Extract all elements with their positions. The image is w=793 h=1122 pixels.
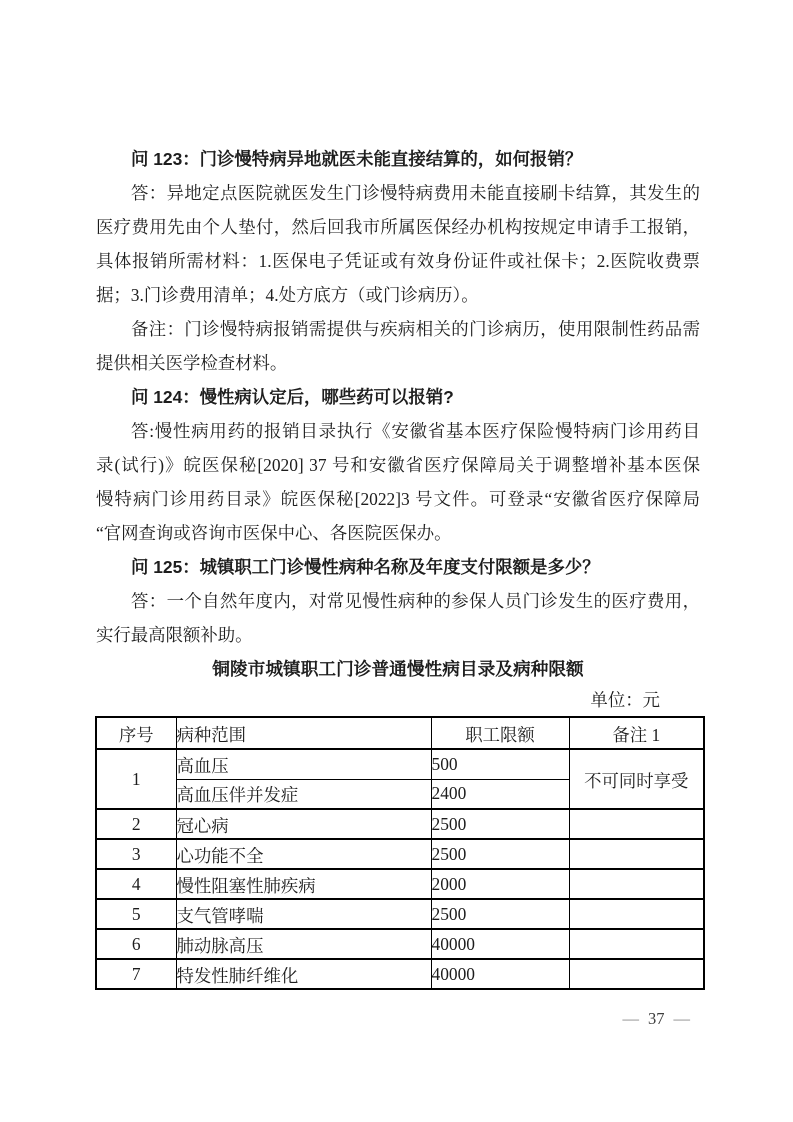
- cell-seq: 7: [96, 959, 176, 989]
- paragraph-line: 录(试行)》皖医保秘[2020] 37 号和安徽省医疗保障局关于调整增补基本医保: [96, 455, 700, 475]
- cell-note: [569, 899, 704, 929]
- document-content: [96, 142, 700, 990]
- cell-disease: 高血压伴并发症: [176, 779, 431, 809]
- question-heading: 问 123：门诊慢特病异地就医未能直接结算的，如何报销？: [131, 149, 583, 169]
- table-row: [96, 899, 704, 929]
- cell-limit: 2400: [431, 779, 569, 809]
- paragraph-line: 据；3.门诊费用清单；4.处方底方（或门诊病历）。: [96, 285, 479, 305]
- cell-disease: 心功能不全: [176, 839, 431, 869]
- cell-limit: 2500: [431, 899, 569, 929]
- cell-disease: 肺动脉高压: [176, 929, 431, 959]
- cell-note: [569, 809, 704, 839]
- cell-note: [569, 839, 704, 869]
- paragraph-line: “官网查询或咨询市医保中心、各医院医保办。: [96, 523, 452, 543]
- table-row: [96, 809, 704, 839]
- column-header: 序号: [96, 717, 176, 749]
- cell-limit: 2000: [431, 869, 569, 899]
- table-row: [96, 959, 704, 989]
- cell-seq: 2: [96, 809, 176, 839]
- unit-note: 单位：元: [590, 690, 660, 710]
- cell-disease: 支气管哮喘: [176, 899, 431, 929]
- cell-note: [569, 929, 704, 959]
- cell-seq: 4: [96, 869, 176, 899]
- paragraph-line: 提供相关医学检查材料。: [96, 353, 288, 373]
- cell-disease: 冠心病: [176, 809, 431, 839]
- cell-seq: 1: [96, 749, 176, 809]
- column-header: 备注 1: [569, 717, 704, 749]
- column-header: 职工限额: [431, 717, 569, 749]
- column-header: 病种范围: [176, 717, 431, 749]
- paragraph-line: 实行最高限额补助。: [96, 625, 253, 645]
- cell-note: 不可同时享受: [569, 749, 704, 809]
- table-header-row: [96, 717, 704, 749]
- cell-disease: 高血压: [176, 749, 431, 779]
- paragraph-line: 答：一个自然年度内，对常见慢性病种的参保人员门诊发生的医疗费用，: [131, 591, 700, 611]
- cell-disease: 特发性肺纤维化: [176, 959, 431, 989]
- cell-note: [569, 959, 704, 989]
- cell-limit: 40000: [431, 929, 569, 959]
- cell-seq: 3: [96, 839, 176, 869]
- table-row: [96, 839, 704, 869]
- table-title: 铜陵市城镇职工门诊普通慢性病目录及病种限额: [212, 659, 584, 679]
- cell-seq: 5: [96, 899, 176, 929]
- page-number-right-dash: —: [673, 1009, 690, 1028]
- table-body: [96, 749, 704, 989]
- paragraph-line: 具体报销所需材料：1.医保电子凭证或有效身份证件或社保卡；2.医院收费票: [96, 251, 700, 271]
- paragraph-line: 答:慢性病用药的报销目录执行《安徽省基本医疗保险慢特病门诊用药目: [131, 421, 700, 441]
- table-head: [96, 717, 704, 749]
- question-heading: 问 125：城镇职工门诊慢性病种名称及年度支付限额是多少？: [131, 557, 600, 577]
- cell-disease: 慢性阻塞性肺疾病: [176, 869, 431, 899]
- table-row: [96, 869, 704, 899]
- cell-note: [569, 869, 704, 899]
- table-row: [96, 929, 704, 959]
- paragraph-line: 答：异地定点医院就医发生门诊慢特病费用未能直接刷卡结算，其发生的: [131, 183, 700, 203]
- page-number-left-dash: —: [622, 1009, 639, 1028]
- text-blocks: [96, 142, 700, 652]
- cell-limit: 2500: [431, 809, 569, 839]
- cell-limit: 500: [431, 749, 569, 779]
- paragraph-line: 备注：门诊慢特病报销需提供与疾病相关的门诊病历，使用限制性药品需: [131, 319, 700, 339]
- limits-table: [95, 716, 705, 990]
- cell-seq: 6: [96, 929, 176, 959]
- page-number: [623, 1007, 691, 1031]
- cell-limit: 2500: [431, 839, 569, 869]
- page-number-value: 37: [648, 1009, 665, 1028]
- paragraph-line: 慢特病门诊用药目录》皖医保秘[2022]3 号文件。可登录“安徽省医疗保障局: [96, 489, 700, 509]
- cell-limit: 40000: [431, 959, 569, 989]
- paragraph-line: 医疗费用先由个人垫付，然后回我市所属医保经办机构按规定申请手工报销，: [96, 217, 700, 237]
- table-row: [96, 749, 704, 779]
- question-heading: 问 124：慢性病认定后，哪些药可以报销?: [131, 387, 454, 407]
